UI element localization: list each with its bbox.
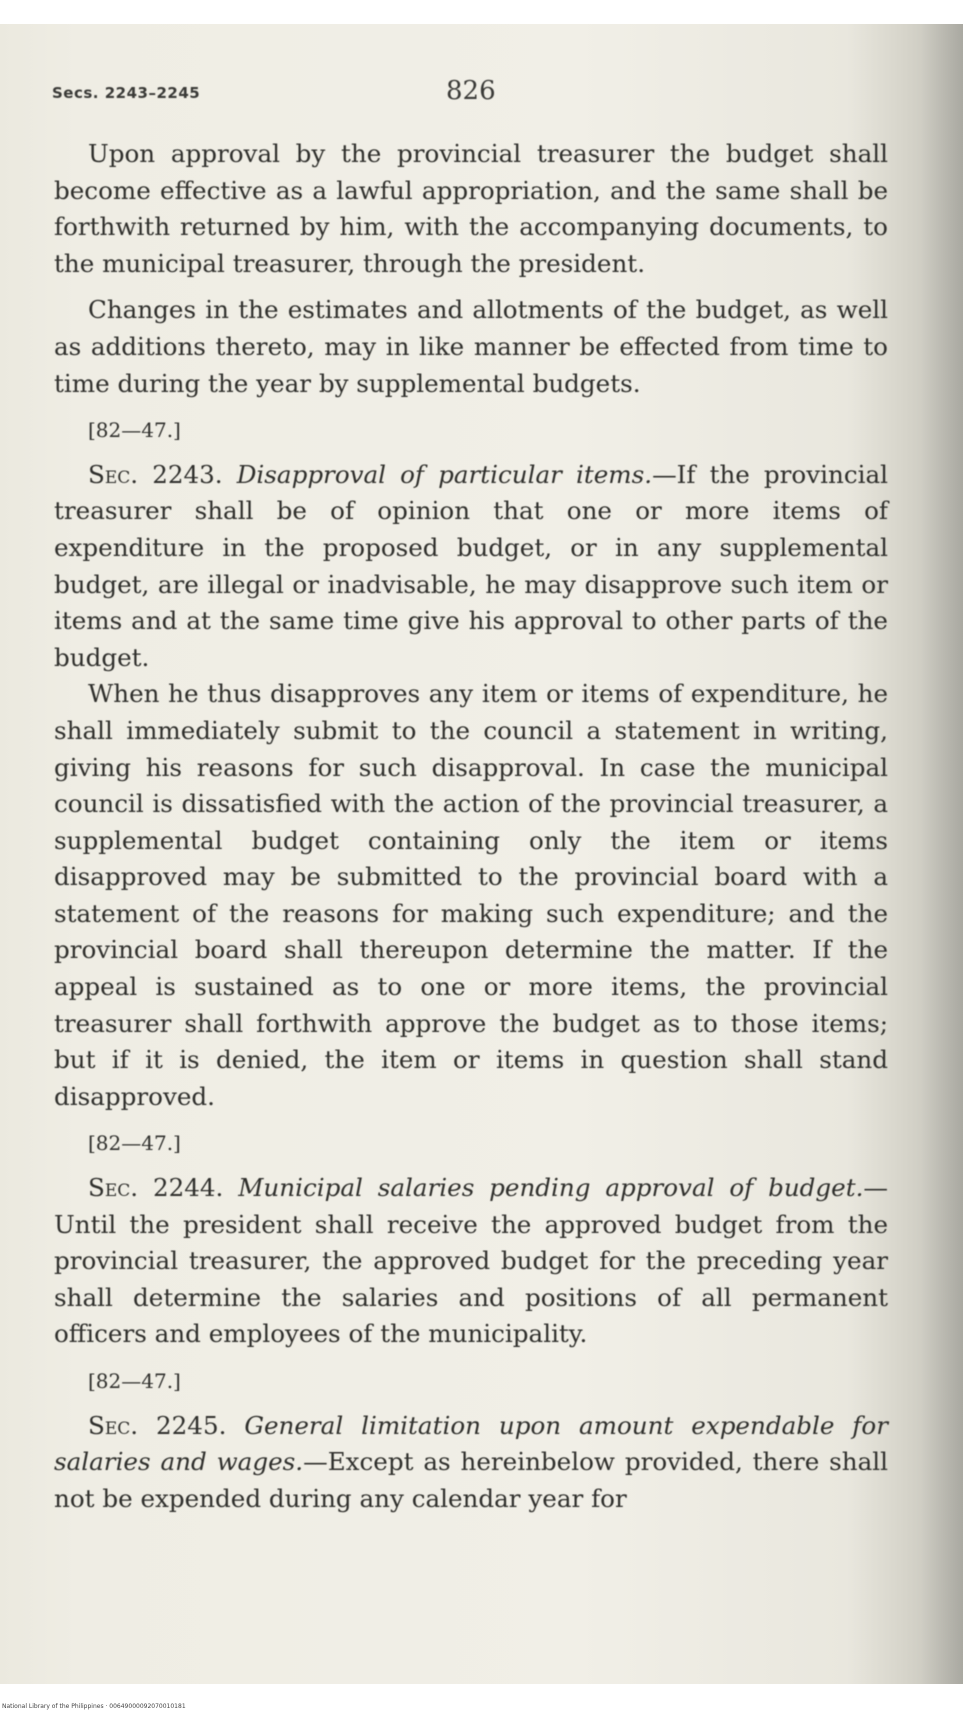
section-2245 [54,1408,888,1518]
paragraph-supplemental-budgets: Changes in the estimates and allotments of the budget, as well as additions thereto, may in like manner be effected from time to time during the year by supplemental budgets. [54,295,888,398]
page-body-text [54,136,888,1517]
section-2244 [54,1170,888,1353]
section-text: —Except as hereinbelow provided, there shall not be expended during any calendar year for [54,1447,888,1513]
section-number: 2244. [152,1173,224,1203]
section-2243 [54,457,888,677]
section-title: General limitation upon amount expendable for salaries and wages. [54,1410,888,1477]
section-title: Disapproval of particular items. [236,459,653,489]
section-number: 2243. [152,459,223,489]
citation: [82—47.] [88,1369,181,1393]
section-text: —Until the president shall receive the approved budget from the provincial treasurer, the approved budget for the preceding year shall determine the salaries and positions of all permanent officers and employees of the municipality. [54,1173,888,1349]
page-edge-shadow [921,24,963,1684]
citation: [82—47.] [88,1131,181,1156]
running-head: Secs. 2243–2245 [52,84,201,102]
paragraph-budget-approval: Upon approval by the provincial treasurer the budget shall become effective as a lawful appropriation, and the same shall be forthwith returned by him, with the accompanying documents, to the municipal treasurer, through the president. [54,139,888,278]
citation: [82—47.] [88,418,181,443]
section-title: Municipal salaries pending approval of budget. [238,1173,864,1203]
scan-source-note: National Library of the Philippines · 00649000092070010181 [2,1703,186,1710]
section-label: Sec. [88,1410,139,1440]
section-label: Sec. [88,459,139,489]
section-label: Sec. [88,1173,139,1203]
page-number: 826 [446,76,496,106]
section-text: —If the provincial treasurer shall be of opinion that one or more items of expenditure in the proposed budget, or in any supplemental budget, are illegal or inadvisable, he may disapprove such item or items and at the same time give his approval to other parts of the budget. [54,459,889,672]
section-number: 2245. [156,1410,227,1440]
paragraph-disapproval-appeal: When he thus disapproves any item or items of expenditure, he shall immediately submit to the council a statement in writing, giving his reasons for such disapproval. In case the municipal council is dissatisfied with the action of the provincial treasurer, a supplemental budget containing only the item or items disapproved may be submitted to the provincial board with a statement of the reasons for making such expenditure; and the provincial board shall thereupon determine the matter. If the appeal is sustained as to one or more items, the provincial treasurer shall forthwith approve the budget as to those items; but if it is denied, the item or items in question shall stand disapproved. [54,679,888,1111]
